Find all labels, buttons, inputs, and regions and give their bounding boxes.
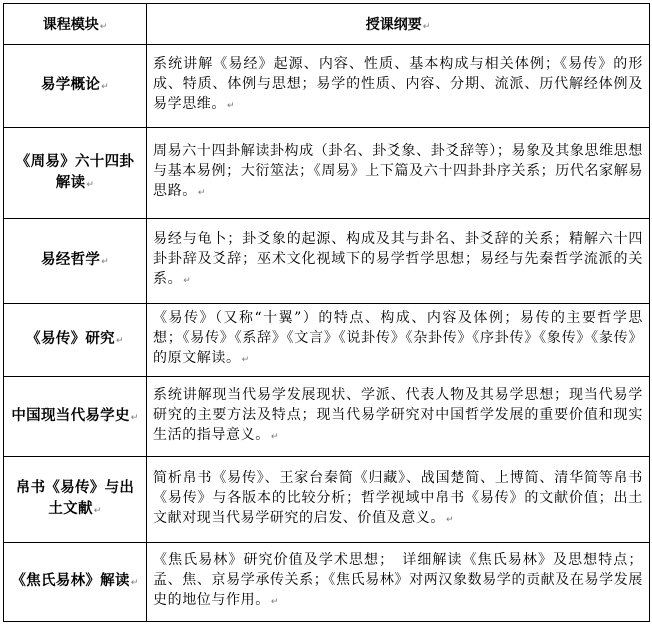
description-cell <box>147 304 650 377</box>
module-cell <box>4 304 147 377</box>
module-cell <box>4 128 147 219</box>
paragraph-mark-icon: ↵ <box>241 355 250 365</box>
module-description: 易经与龟卜；卦爻象的起源、构成及其与卦名、卦爻辞的关系；精解六十四卦卦辞及爻辞；巫术文化视域下的易学哲学思想；易经与先秦哲学流派的关系。 <box>153 231 643 287</box>
module-description: 简析帛书《易传》、王家台秦简《归藏》、战国楚简、上博简、清华简等帛书《易传》与各版本的比较分析；哲学视域中帛书《易传》的文献价值；出土文献对现当代易学研究的启发、价值及意义。 <box>153 469 643 526</box>
table-row <box>4 219 650 304</box>
paragraph-mark-icon: ↵ <box>270 431 279 442</box>
table-header-row <box>4 4 650 45</box>
module-description: 系统讲解现当代易学发展现状、学派、代表人物及其易学思想；现当代易学研究的主要方法及特点；现当代易学研究对中国哲学发展的重要价值和现实生活的指导意义。 <box>153 386 643 443</box>
table-row <box>4 457 650 543</box>
table-row <box>4 377 650 457</box>
module-cell <box>4 219 147 304</box>
paragraph-mark-icon: ↵ <box>101 257 110 267</box>
description-cell <box>147 377 650 457</box>
module-name: 《焦氏易林》解读 <box>11 572 130 589</box>
paragraph-mark-icon: ↵ <box>99 22 108 32</box>
paragraph-mark-icon: ↵ <box>86 179 95 190</box>
paragraph-mark-icon: ↵ <box>101 82 110 92</box>
table-row <box>4 45 650 128</box>
module-cell <box>4 543 147 622</box>
header-outline-label: 授课纲要 <box>365 17 422 33</box>
paragraph-mark-icon: ↵ <box>270 597 279 607</box>
paragraph-mark-icon: ↵ <box>422 22 431 32</box>
module-name: 《易传》研究 <box>26 330 115 347</box>
paragraph-mark-icon: ↵ <box>446 514 455 525</box>
paragraph-mark-icon: ↵ <box>130 578 139 588</box>
module-name: 易经哲学 <box>40 251 101 268</box>
paragraph-mark-icon: ↵ <box>183 276 192 286</box>
paragraph-mark-icon: ↵ <box>115 336 124 346</box>
header-module-label: 课程模块 <box>42 17 99 33</box>
module-name: 易学概论 <box>40 76 101 93</box>
module-cell <box>4 457 147 543</box>
paragraph-mark-icon: ↵ <box>93 506 102 516</box>
module-cell <box>4 45 147 128</box>
course-table <box>3 3 650 622</box>
module-name: 中国现当代易学史 <box>11 406 130 424</box>
paragraph-mark-icon: ↵ <box>227 101 236 111</box>
table-row <box>4 543 650 622</box>
header-module-cell <box>4 4 147 45</box>
description-cell <box>147 128 650 219</box>
module-cell <box>4 377 147 457</box>
module-description: 《焦氏易林》研究价值及学术思想； 详细解读《焦氏易林》及思想特点；孟、焦、京易学承传关系；《焦氏易林》对两汉象数易学的贡献及在易学发展史的地位与作用。 <box>153 552 643 608</box>
header-outline-cell <box>147 4 650 45</box>
module-description: 《易传》（又称“十翼”）的特点、构成、内容及体例；易传的主要哲学思想；《易传》《系辞》《文言》《说卦传》《杂卦传》《序卦传》《象传》《彖传》的原文解读。 <box>153 310 643 366</box>
module-name: 帛书《易传》与出土文献 <box>15 479 135 517</box>
table-row <box>4 128 650 219</box>
description-cell <box>147 457 650 543</box>
paragraph-mark-icon: ↵ <box>197 188 206 198</box>
description-cell <box>147 45 650 128</box>
description-cell <box>147 543 650 622</box>
module-description: 周易六十四卦解读卦构成（卦名、卦爻象、卦爻辞等）；易象及其象思维思想与基本易例；大衍筮法；《周易》上下篇及六十四卦卦序关系；历代名家解易思路。 <box>153 143 643 199</box>
paragraph-mark-icon: ↵ <box>130 412 139 423</box>
module-description: 系统讲解《易经》起源、内容、性质、基本构成与相关体例；《易传》的形成、特质、体例与思想；易学的性质、内容、分期、流派、历代解经体例及易学思维。 <box>153 56 643 112</box>
module-name: 《周易》六十四卦解读 <box>15 152 135 191</box>
description-cell <box>147 219 650 304</box>
table-row <box>4 304 650 377</box>
